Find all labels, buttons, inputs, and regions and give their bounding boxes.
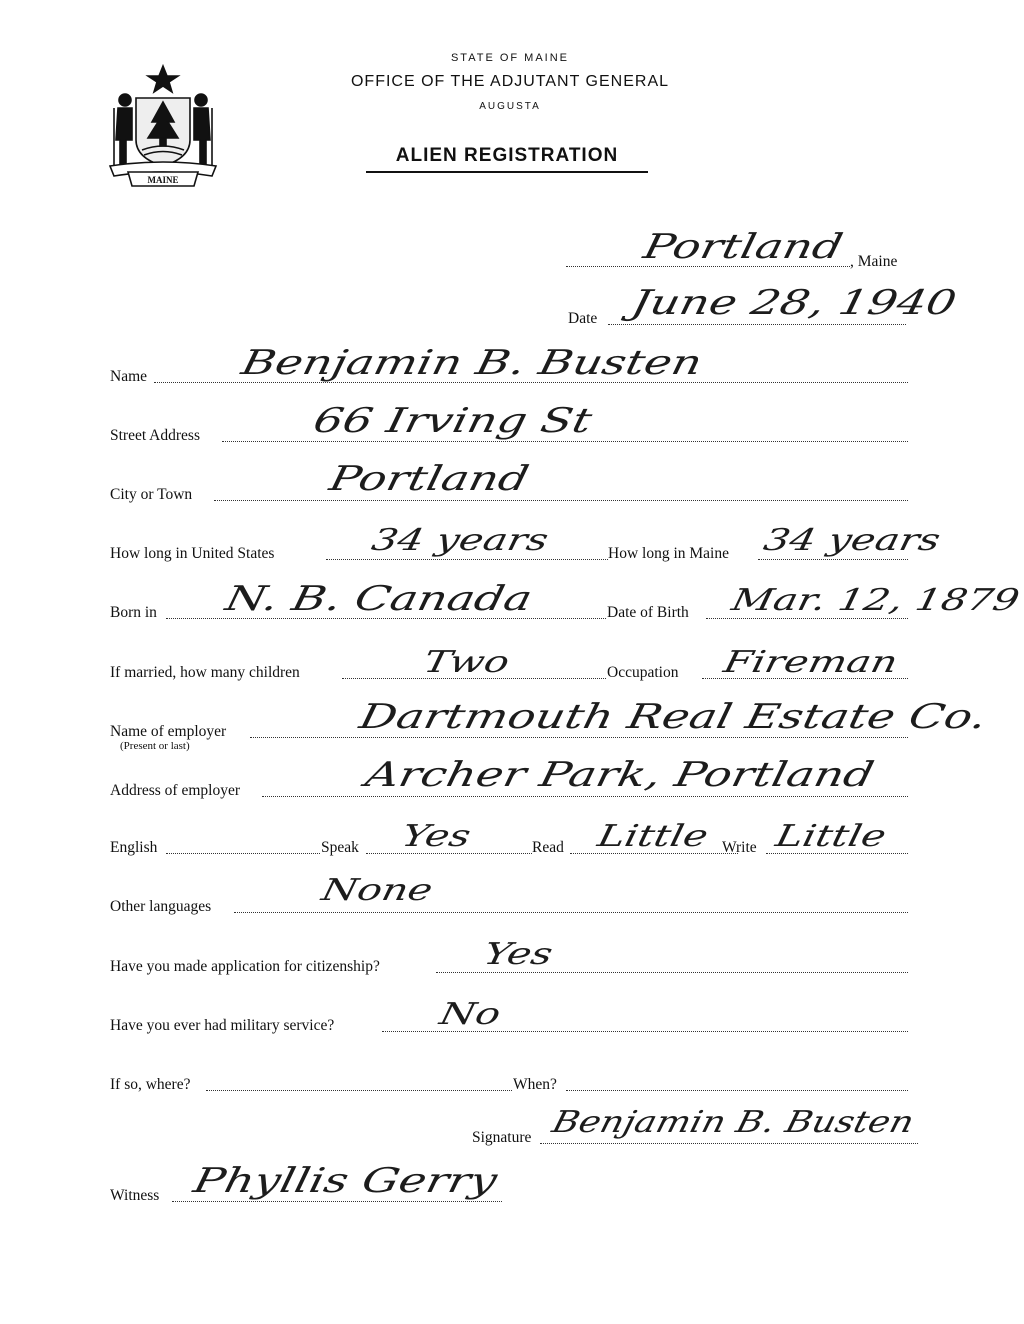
- how-long-us-label: How long in United States: [110, 545, 275, 562]
- read-label: Read: [532, 839, 564, 856]
- place-suffix-label: , Maine: [850, 253, 898, 270]
- write-label: Write: [722, 839, 757, 856]
- form-title: ALIEN REGISTRATION: [366, 145, 648, 173]
- city-label: City or Town: [110, 486, 193, 503]
- english-label: English: [110, 839, 158, 856]
- employer-label: Name of employer: [110, 723, 227, 740]
- signature-value: Benjamin B. Busten: [548, 1105, 918, 1140]
- signature-label: Signature: [472, 1129, 532, 1146]
- dob-value: Mar. 12, 1879: [728, 583, 1023, 618]
- employer-line: [250, 737, 908, 738]
- children-value: Two: [420, 645, 513, 680]
- street-label: Street Address: [110, 427, 200, 444]
- witness-label: Witness: [110, 1187, 160, 1204]
- how-long-maine-value: 34 years: [760, 523, 944, 558]
- seal-ribbon-text: MAINE: [147, 175, 179, 185]
- write-value: Little: [772, 819, 890, 854]
- witness-value: Phyllis Gerry: [189, 1161, 501, 1201]
- where-line: [206, 1090, 512, 1091]
- born-value: N. B. Canada: [221, 579, 536, 619]
- when-line: [566, 1090, 908, 1091]
- read-value: Little: [594, 819, 712, 854]
- signature-line: [540, 1143, 918, 1144]
- street-line: [222, 441, 908, 442]
- children-label: If married, how many children: [110, 664, 300, 681]
- date-label: Date: [568, 310, 598, 327]
- employer-address-line: [262, 796, 908, 797]
- citizenship-value: Yes: [480, 937, 556, 972]
- employer-value: Dartmouth Real Estate Co.: [355, 697, 991, 737]
- english-line: [166, 853, 320, 854]
- other-lang-line: [234, 912, 908, 913]
- witness-line: [172, 1201, 502, 1202]
- when-label: When?: [513, 1076, 557, 1093]
- where-label: If so, where?: [110, 1076, 191, 1093]
- military-value: No: [436, 997, 504, 1032]
- speak-value: Yes: [398, 819, 474, 854]
- occupation-label: Occupation: [607, 664, 679, 681]
- header-state: STATE OF MAINE: [450, 52, 570, 64]
- citizenship-label: Have you made application for citizenship?: [110, 958, 380, 975]
- maine-state-seal-icon: [108, 62, 218, 190]
- dob-label: Date of Birth: [607, 604, 689, 621]
- other-lang-label: Other languages: [110, 898, 212, 915]
- header-city: AUGUSTA: [479, 101, 541, 112]
- date-line: [608, 324, 906, 325]
- occupation-value: Fireman: [720, 645, 901, 680]
- employer-address-label: Address of employer: [110, 782, 240, 799]
- city-value: Portland: [325, 459, 533, 499]
- name-value: Benjamin B. Busten: [237, 343, 706, 383]
- speak-label: Speak: [321, 839, 359, 856]
- place-value: Portland: [639, 227, 847, 267]
- name-label: Name: [110, 368, 148, 385]
- military-label: Have you ever had military service?: [110, 1017, 335, 1034]
- born-label: Born in: [110, 604, 157, 621]
- employer-sublabel: (Present or last): [120, 740, 190, 752]
- date-value: June 28, 1940: [627, 283, 960, 323]
- header-office: OFFICE OF THE ADJUTANT GENERAL: [350, 73, 670, 90]
- street-value: 66 Irving St: [309, 401, 596, 441]
- how-long-us-value: 34 years: [368, 523, 552, 558]
- employer-address-value: Archer Park, Portland: [361, 755, 878, 795]
- how-long-maine-label: How long in Maine: [608, 545, 729, 562]
- other-lang-value: None: [318, 873, 436, 908]
- city-line: [214, 500, 908, 501]
